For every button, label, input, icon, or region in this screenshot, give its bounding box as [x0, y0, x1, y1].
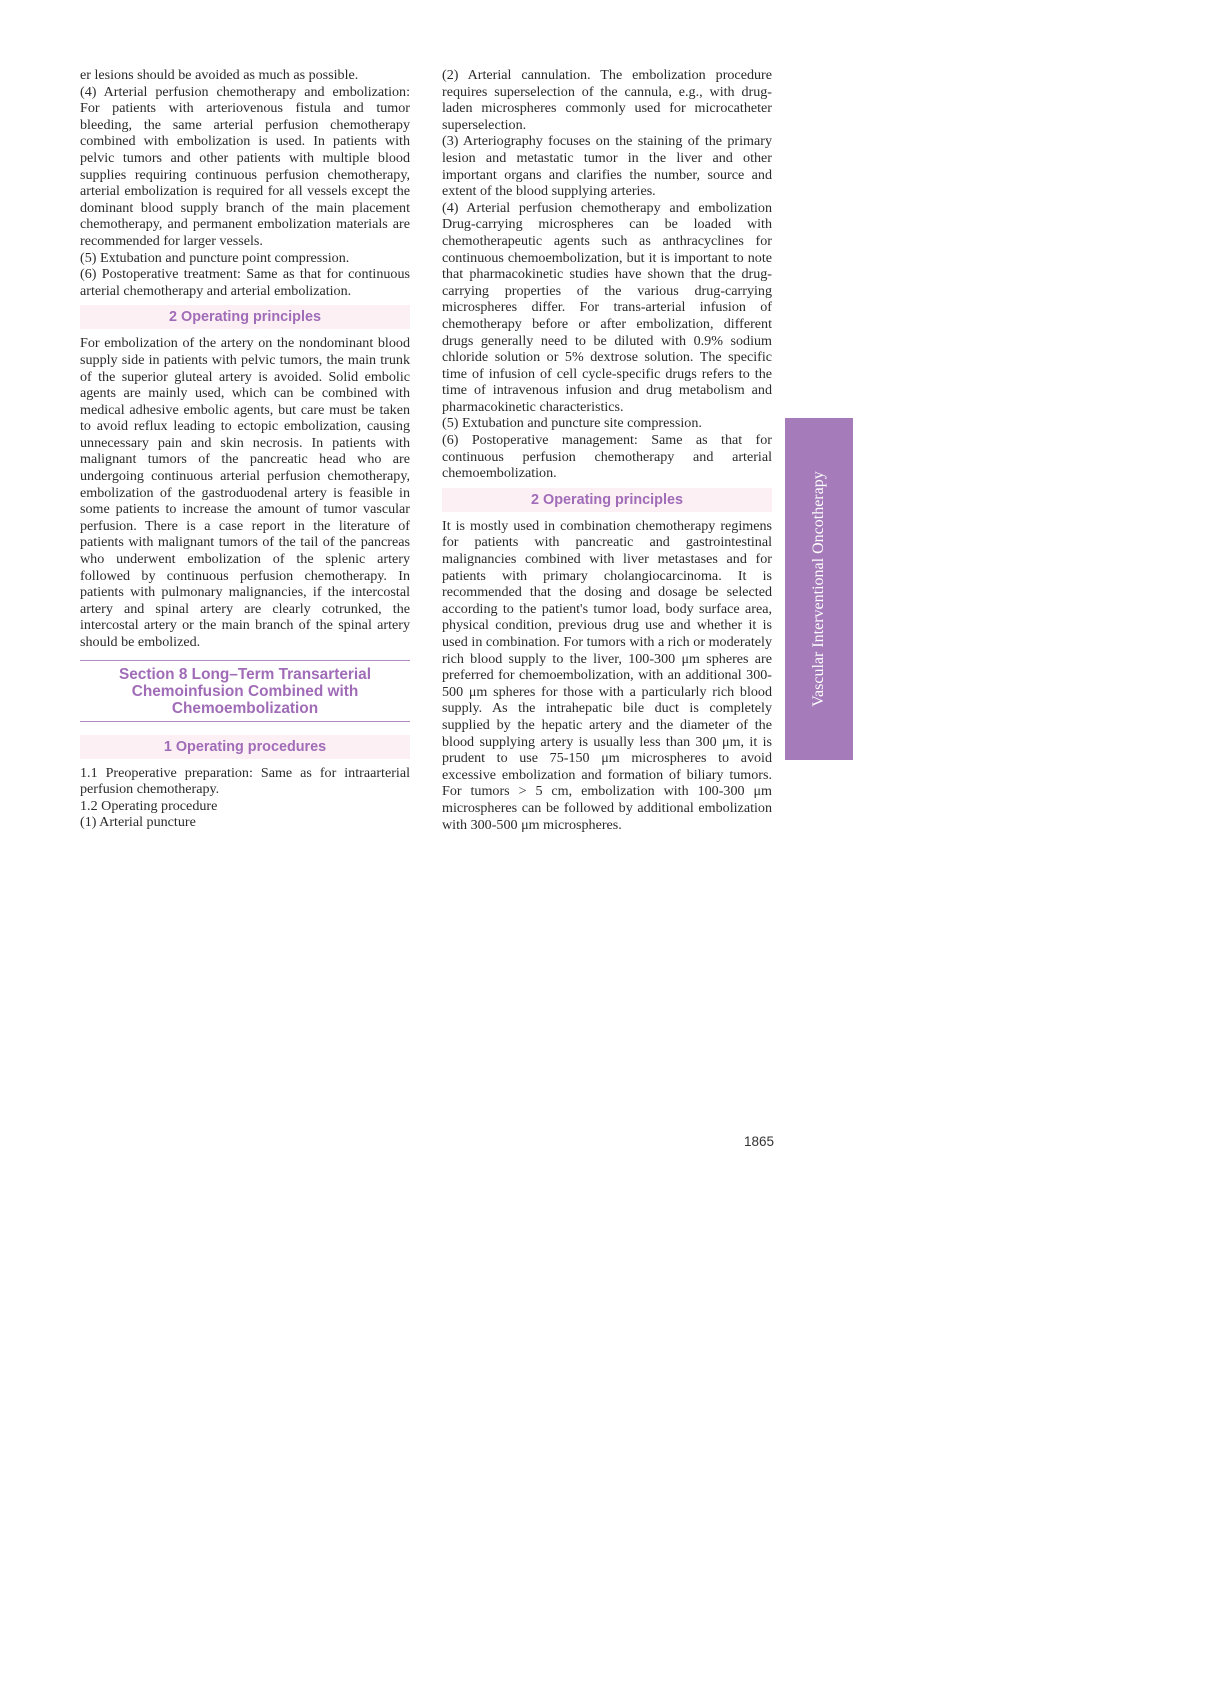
left-column	[80, 67, 410, 831]
paragraph-arterial-cannulation: (2) Arterial cannulation. The embolization procedure requires superselection of the cannula, e.g., with drug-laden microspheres commonly used for microcatheter superselection.	[442, 67, 772, 133]
paragraph-arterial-puncture: (1) Arterial puncture	[80, 814, 196, 831]
chapter-side-tab-label: Vascular Interventional Oncotherapy	[810, 471, 827, 707]
right-column	[442, 67, 772, 833]
paragraph-intro: er lesions should be avoided as much as possible.	[80, 67, 359, 83]
paragraph-postoperative-management: (6) Postoperative management: Same as that for continuous perfusion chemotherapy and arterial chemoembolization.	[442, 432, 772, 482]
paragraph-preoperative-preparation: 1.1 Preoperative preparation: Same as for intraarterial perfusion chemotherapy.	[80, 764, 410, 798]
chapter-side-tab	[785, 418, 853, 760]
subheading-operating-procedures: 1 Operating procedures	[80, 735, 410, 759]
paragraph-operating-principles: For embolization of the artery on the nondominant blood supply side in patients with pelvic tumors, the main trunk of the superior gluteal artery is avoided. Solid embolic agents are mainly used, which can be combined with medical adhesive embolic agents, but care must be taken to avoid reflux leading to ectopic embolization, causing unnecessary pain and skin necrosis. In patients with malignant tumors of the pancreatic head who are undergoing continuous arterial perfusion chemotherapy, embolization of the gastroduodenal artery is feasible in some patients to increase the amount of tumor vascular perfusion. There is a case report in the literature of patients with malignant tumors of the tail of the pancreas who underwent embolization of the splenic artery followed by continuous perfusion chemotherapy. In patients with pulmonary malignancies, if the intercostal artery and spinal artery are clearly cotrunked, the intercostal artery or the main branch of the spinal artery should be embolized.	[80, 335, 410, 650]
paragraph-arterial-perfusion-embolization: (4) Arterial perfusion chemotherapy and embolization: For patients with arteriovenous fistula and tumor bleeding, the same arterial perfusion chemotherapy combined with embolization is used. In patients with pelvic tumors and other patients with multiple blood supplies requiring continuous perfusion chemotherapy, arterial embolization is required for all vessels except the dominant blood supply branch of the main placement chemotherapy, and permanent embolization materials are recommended for larger vessels.	[80, 83, 410, 249]
paragraph-extubation: (5) Extubation and puncture point compression.	[80, 249, 350, 266]
paragraph-extubation: (5) Extubation and puncture site compression.	[442, 415, 702, 432]
paragraph-arterial-perfusion-embolization: (4) Arterial perfusion chemotherapy and embolization Drug-carrying microspheres can be loaded with chemotherapeutic agents such as anthracyclines for continuous chemoembolization, but it is important to note that pharmacokinetic studies have shown that the drug-carrying properties of the various drug-carrying microspheres differ. For trans-arterial infusion of chemotherapy before or after embolization, different drugs generally need to be diluted with 0.9% sodium chloride solution or 5% dextrose solution. The specific time of infusion of cell cycle-specific drugs refers to the time of intravenous infusion and drug metabolism and pharmacokinetic characteristics.	[442, 199, 772, 415]
subheading-operating-principles: 2 Operating principles	[442, 488, 772, 512]
page-number: 1865	[743, 1134, 774, 1149]
section-title: Section 8 Long–Term Transarterial Chemoinfusion Combined with Chemoembolization	[80, 660, 410, 722]
subheading-operating-principles: 2 Operating principles	[80, 305, 410, 329]
paragraph-operating-procedure: 1.2 Operating procedure	[80, 797, 218, 814]
paragraph-operating-principles: It is mostly used in combination chemotherapy regimens for patients with pancreatic and gastrointestinal malignancies combined with liver metastases and for patients with primary cholangiocarcinoma. It is recommended that the dosing and dosage be selected according to the patient's tumor load, body surface area, physical condition, previous drug use and whether it is used in combination. For tumors with a rich or moderately rich blood supply to the liver, 100-300 μm spheres are preferred for chemoembolization, with an additional 300-500 μm spheres for those with a particularly rich blood supply. As the intrahepatic bile duct is completely supplied by the hepatic artery and the diameter of the blood supplying artery is usually less than 300 μm, it is prudent to use 75-150 μm microspheres to avoid excessive embolization and formation of biliary tumors. For tumors > 5 cm, embolization with 100-300 μm microspheres can be followed by additional embolization with 300-500 μm microspheres.	[442, 517, 772, 833]
paragraph-arteriography: (3) Arteriography focuses on the staining of the primary lesion and metastatic tumor in the liver and other important organs and clarifies the number, source and extent of the blood supplying arteries.	[442, 133, 772, 200]
paragraph-postoperative-treatment: (6) Postoperative treatment: Same as that for continuous arterial chemotherapy and arterial embolization.	[80, 266, 410, 299]
